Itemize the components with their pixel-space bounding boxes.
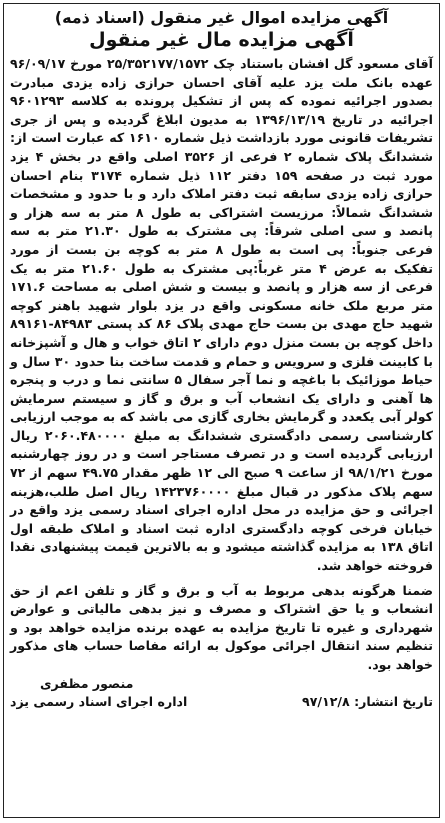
- signer-name: منصور مظفری: [40, 675, 134, 691]
- notice-title: آگهی مزایده مال غیر منقول: [89, 29, 354, 51]
- footer-row: [10, 693, 433, 712]
- notice-subtitle: آگهی مزایده اموال غیر منقول (اسناد ذمه): [54, 8, 389, 27]
- notice-debts-paragraph: ضمنا هرگونه بدهی مربوط به آب و برق و گاز و تلفن اعم از حق انشعاب و یا حق اشتراک و مصرف و نیز بدهی مالیاتی و عوارض شهرداری و غیره تا تاریخ مزایده به عهده برنده مزایده خواهد بود و تنظیم سند انتقال اجرائی موکول به ارائه مفاصا حساب های مذکور خواهد بود.: [10, 582, 433, 672]
- notice-body-paragraph: آقای مسعود گل افشان باستناد چک ۲۵/۳۵۲۱۷۷/۱۵۷۲ مورخ ۹۶/۰۹/۱۷ عهده بانک ملت یزد علیه آقای احسان حرازی زاده یزدی مبادرت بصدور اجرائیه نموده که پس از تشکیل پرونده به کلاسه ۹۶۰۱۲۹۳ اجرائیه در تاریخ ۱۳۹۶/۱۳/۱۹ به مدیون ابلاغ گردیده و پس از جری تشریفات قانونی مورد بازداشت ذیل شماره ۱۶۱۰ که عبارت است از: ششدانگ پلاک شماره ۲ فرعی از ۳۵۲۶ اصلی واقع در بخش ۴ یزد مورد ثبت در صفحه ۱۵۹ دفتر ۱۱۲ ذیل شماره ۳۱۷۴ بنام احسان حرازی زاده یزدی سابقه ثبت دفتر املاک دارد و با حدود و مشخصات ششدانگ شمالاً: مرزیست اشتراکی به طول ۸ متر به سه هزار و پانصد و سی اصلی شرقاً: پی مشترک به طول ۲۱.۳۰ متر به سه فرعی جنوباً: پی است به طول ۸ متر به کوچه بن بست از مورد تفکیک به عرض ۴ متر غرباً:پی مشترک به طول ۲۱.۶۰ متر به یک فرعی از سه هزار و پانصد و بیست و شش اصلی به مساحت ۱۷۱.۶ متر مربع ملک خانه مسکونی واقع در یزد بلوار شهید باهنر کوچه شهید حاج مهدی بن بست حاج مهدی پلاک ۸۶ کد پستی ۸۴۹۸۳-۸۹۱۶۱ داخل کوچه بن بست منزل دوم دارای ۲ اتاق خواب و هال و آشپزخانه با کابینت فلزی و سرویس و حمام و قدمت ساخت بنا حدود ۳۰ سال و حیاط موزائیک با باغچه و نما آجر سفال ۵ سانتی نما و درب و پنجره ها آهنی و دارای یک انشعاب آب و برق و گاز و سیستم سرمایش کولر آبی یکعدد و گرمایش بخاری گازی می باشد که به موجب ارزیابی کارشناسی رسمی دادگستری ششدانگ به مبلغ ۲۰۶۰.۴۸۰۰۰۰ ریال ارزیابی گردیده است و در تصرف مستاجر است و در روز چهارشنبه مورخ ۹۸/۱/۲۱ از ساعت ۹ صبح الی ۱۲ ظهر مقدار ۴۹.۷۵ سهم از ۷۲ سهم پلاک مذکور در قبال مبلغ ۱۴۲۳۷۶۰۰۰۰ ریال اصل طلب،هزینه اجرائی و حق مزایده در محل اداره اجرای اسناد رسمی یزد واقع در خیابان فرخی کوچه دادگستری اداره ثبت اسناد و املاک طبقه اول اتاق ۱۳۸ به مزایده گذاشته میشود و به بالاترین قیمت پیشنهادی نقدا فروخته خواهد شد.: [10, 56, 434, 574]
- publish-date: تاریخ انتشار: ۹۷/۱۲/۸: [302, 694, 433, 710]
- notice-frame: [3, 3, 440, 818]
- signature-row: [10, 675, 433, 694]
- issuing-office: اداره اجرای اسناد رسمی یزد: [10, 694, 188, 710]
